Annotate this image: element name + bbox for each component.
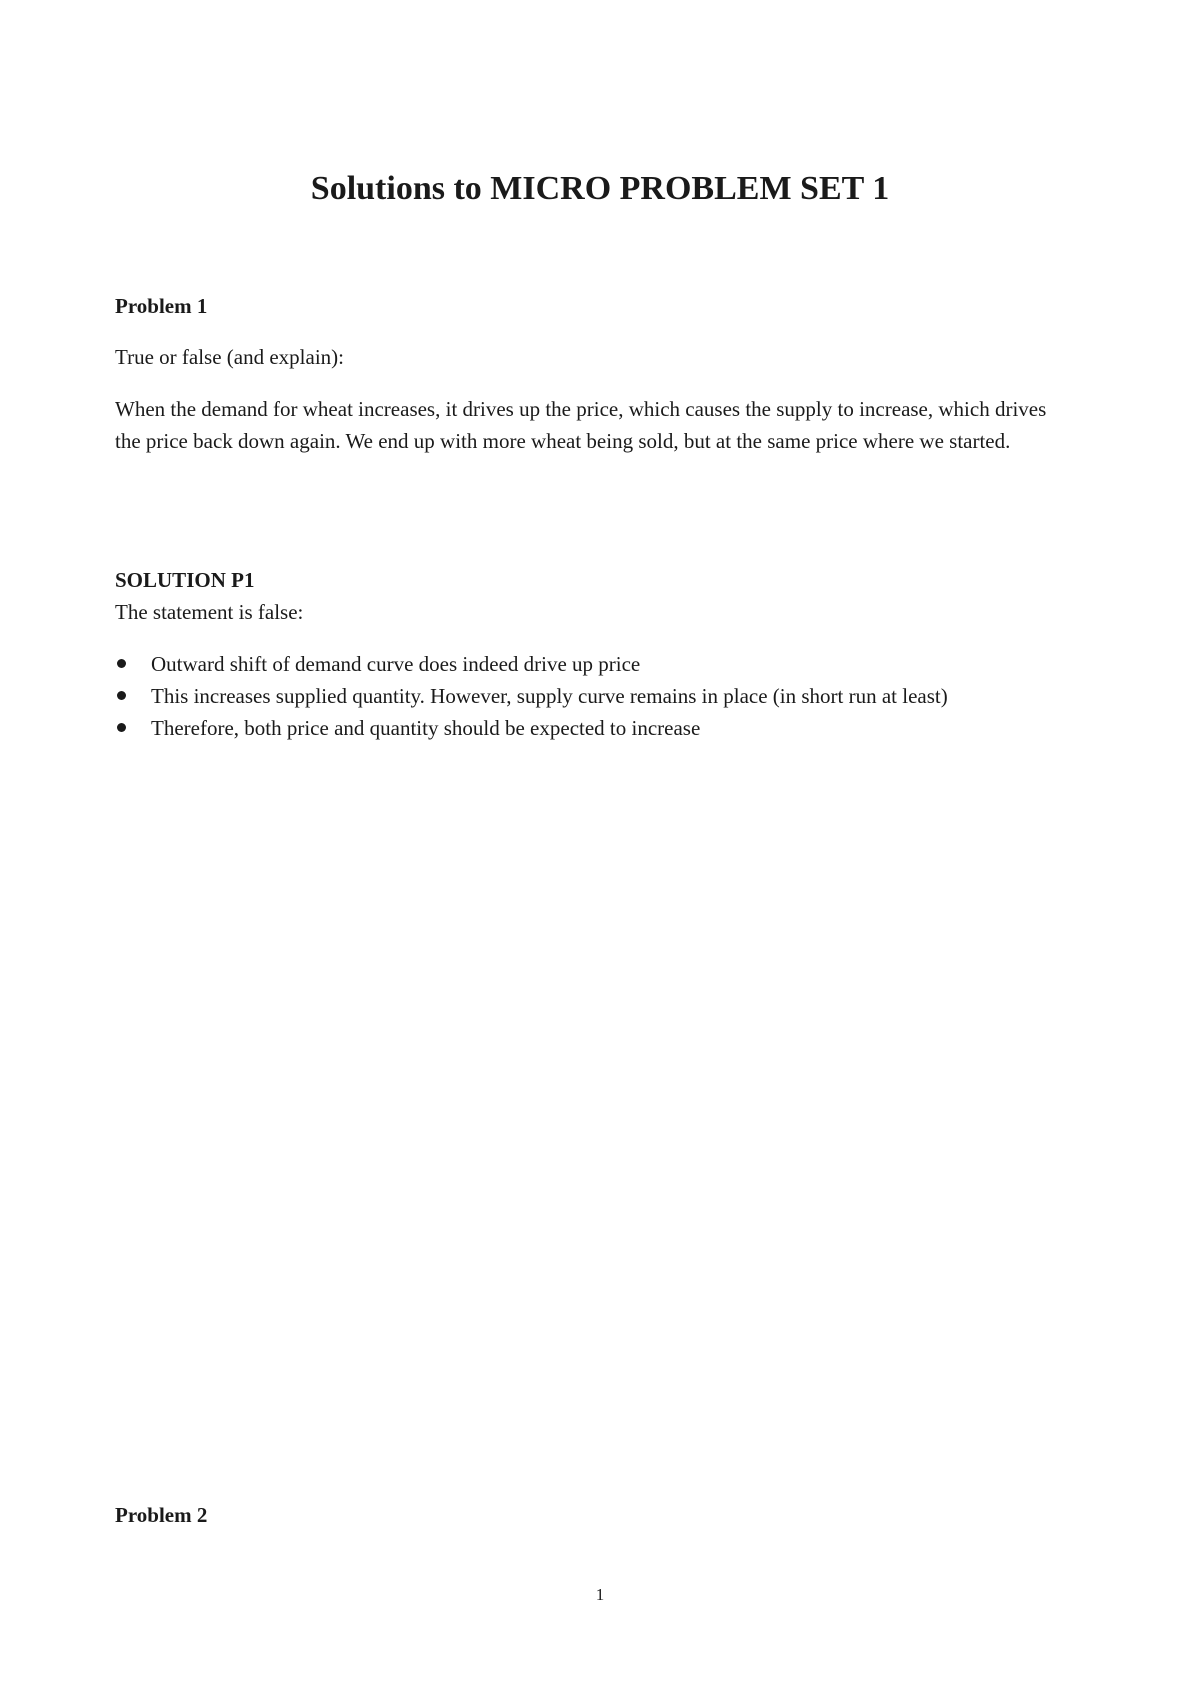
solution-1-intro: The statement is false: (115, 600, 304, 624)
list-item (115, 648, 1115, 680)
bullet-text: Therefore, both price and quantity should be expected to increase (151, 716, 701, 740)
problem-1-prompt: True or false (and explain): (115, 345, 344, 369)
list-item (115, 712, 1115, 744)
solution-1-bullet-list (115, 648, 1115, 744)
bullet-text: Outward shift of demand curve does indeed drive up price (151, 652, 641, 676)
problem-1-statement: When the demand for wheat increases, it drives up the price, which causes the supply to increase, which drives the price back down again. We end up with more wheat being sold, but at the same price where we started. (115, 397, 1047, 453)
page-number: 1 (595, 1585, 605, 1604)
bullet-icon (117, 691, 126, 700)
list-item (115, 680, 1115, 712)
problem-2-heading: Problem 2 (115, 1503, 208, 1527)
bullet-text: This increases supplied quantity. However, supply curve remains in place (in short run at least) (151, 684, 948, 708)
bullet-icon (117, 723, 126, 732)
problem-1-heading: Problem 1 (115, 294, 208, 318)
bullet-icon (117, 659, 126, 668)
solution-1-heading: SOLUTION P1 (115, 568, 255, 592)
document-title: Solutions to MICRO PROBLEM SET 1 (310, 170, 890, 207)
